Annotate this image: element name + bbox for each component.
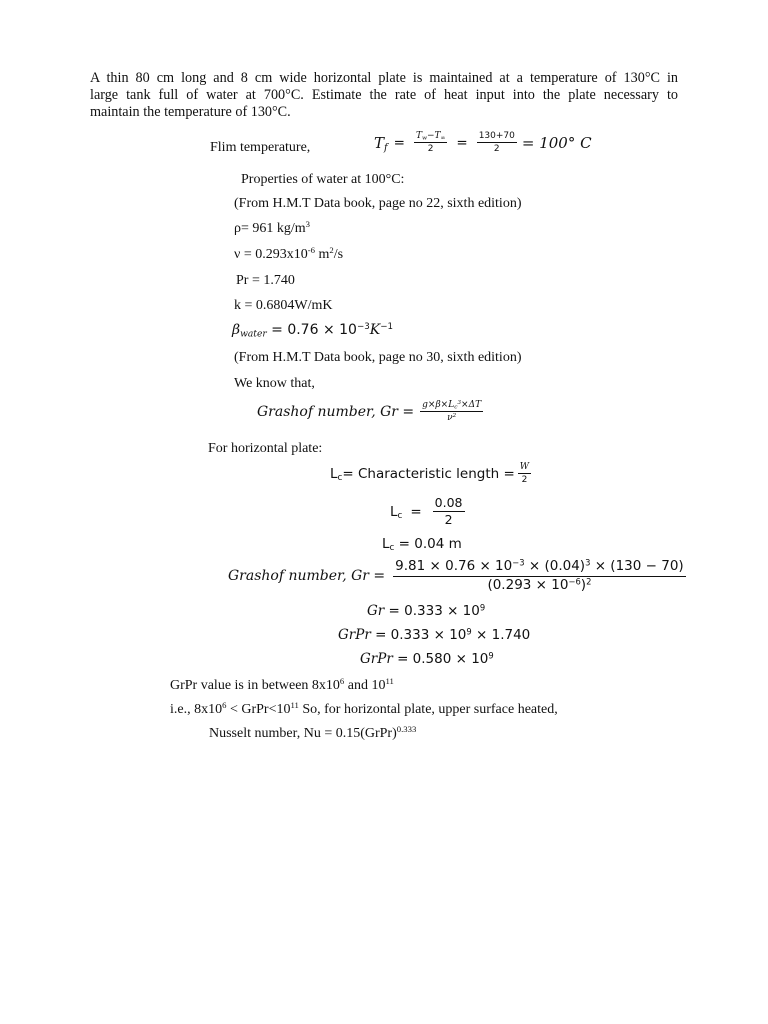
length-fraction: $\frac{0.08}{2}$	[434, 495, 463, 528]
density-value: ρ= 961 $kg/m^3$	[234, 219, 311, 236]
width-over-two-fraction: $\frac{W}{2}$	[519, 462, 530, 486]
data-book-source-2: (From H.M.T Data book, page no 30, sixth edition)	[234, 350, 522, 365]
prandtl-value: Pr = 1.740	[236, 273, 295, 288]
characteristic-length-substitution: $L_c$ = $\frac{0.08}{2}$	[390, 495, 463, 528]
problem-statement	[90, 70, 678, 121]
grashof-calculation-fraction: $\frac{9.81 \times 0.76 \times 10^{-3} \times (0.04)^3 \times (130 - 70)}{(0.293 \times 10^{-6})^2}$	[395, 557, 684, 593]
film-fraction-numeric: $\frac{130+70}{2}$	[478, 131, 515, 155]
grpr-product: GrPr = $0.333 \times 10^9 \times 1.740$	[338, 626, 531, 643]
characteristic-length-definition: $L_c$ = Characteristic length = $\frac{W}{2}$	[330, 462, 530, 486]
grashof-definition: Grashof number, Gr = $\frac{g\times\beta\times L_c^3\times\Delta T}{\nu^2}$	[257, 399, 482, 424]
nusselt-number-text: Nusselt number, Nu = 0.15(GrPr)$^{0.333}$	[209, 724, 417, 741]
film-temperature-label: Flim temperature,	[210, 140, 311, 155]
grpr-result: GrPr = $0.580 \times 10^9$	[360, 650, 494, 667]
problem-line: maintain the temperature of 130°C.	[90, 104, 291, 120]
beta-value: $\beta_{water} = 0.76 \times 10^{-3}K^{-1}$	[232, 322, 393, 340]
film-temperature-equation: $T_f$ = $\frac{T_w-T_\infty}{2}$ = $\frac{130+70}{2}$ = 100° C	[374, 131, 592, 155]
grashof-definition-fraction: $\frac{g\times\beta\times L_c^3\times\Delta T}{\nu^2}$	[422, 399, 482, 424]
problem-line: A thin 80 cm long and 8 cm wide horizontal plate is maintained at a temperature of 130°C in	[90, 70, 678, 86]
problem-line: large tank full of water at 700°C. Estimate the rate of heat input into the plate necessary to	[90, 87, 678, 103]
grpr-range-text: GrPr value is in between $8x10^6$ and $10^{11}$	[170, 676, 394, 693]
grashof-result: $Gr = 0.333 \times 10^9$	[367, 602, 486, 619]
we-know-text: We know that,	[234, 376, 315, 391]
horizontal-plate-label: For horizontal plate:	[208, 441, 323, 456]
data-book-source-1: (From H.M.T Data book, page no 22, sixth edition)	[234, 196, 522, 211]
grashof-calculation: Grashof number, Gr = $\frac{9.81 \times 0.76 \times 10^{-3} \times (0.04)^3 \times (130 - 70)}{(0.293 \times 10^{-6})^2}$	[228, 557, 684, 593]
grpr-condition-text: i.e., $8x10^6$ < $GrPr<10^{11}$ So, for horizontal plate, upper surface heated,	[170, 700, 558, 717]
film-fraction-symbolic: $\frac{T_w-T_\infty}{2}$	[415, 131, 446, 155]
properties-heading: Properties of water at 100°C:	[241, 172, 405, 187]
characteristic-length-result: $L_c = 0.04$ m	[382, 536, 462, 554]
conductivity-value: k = 0.6804W/mK	[234, 298, 333, 313]
viscosity-value: $\nu = 0.293x10^{-6}$ $m^2/s$	[234, 245, 344, 262]
